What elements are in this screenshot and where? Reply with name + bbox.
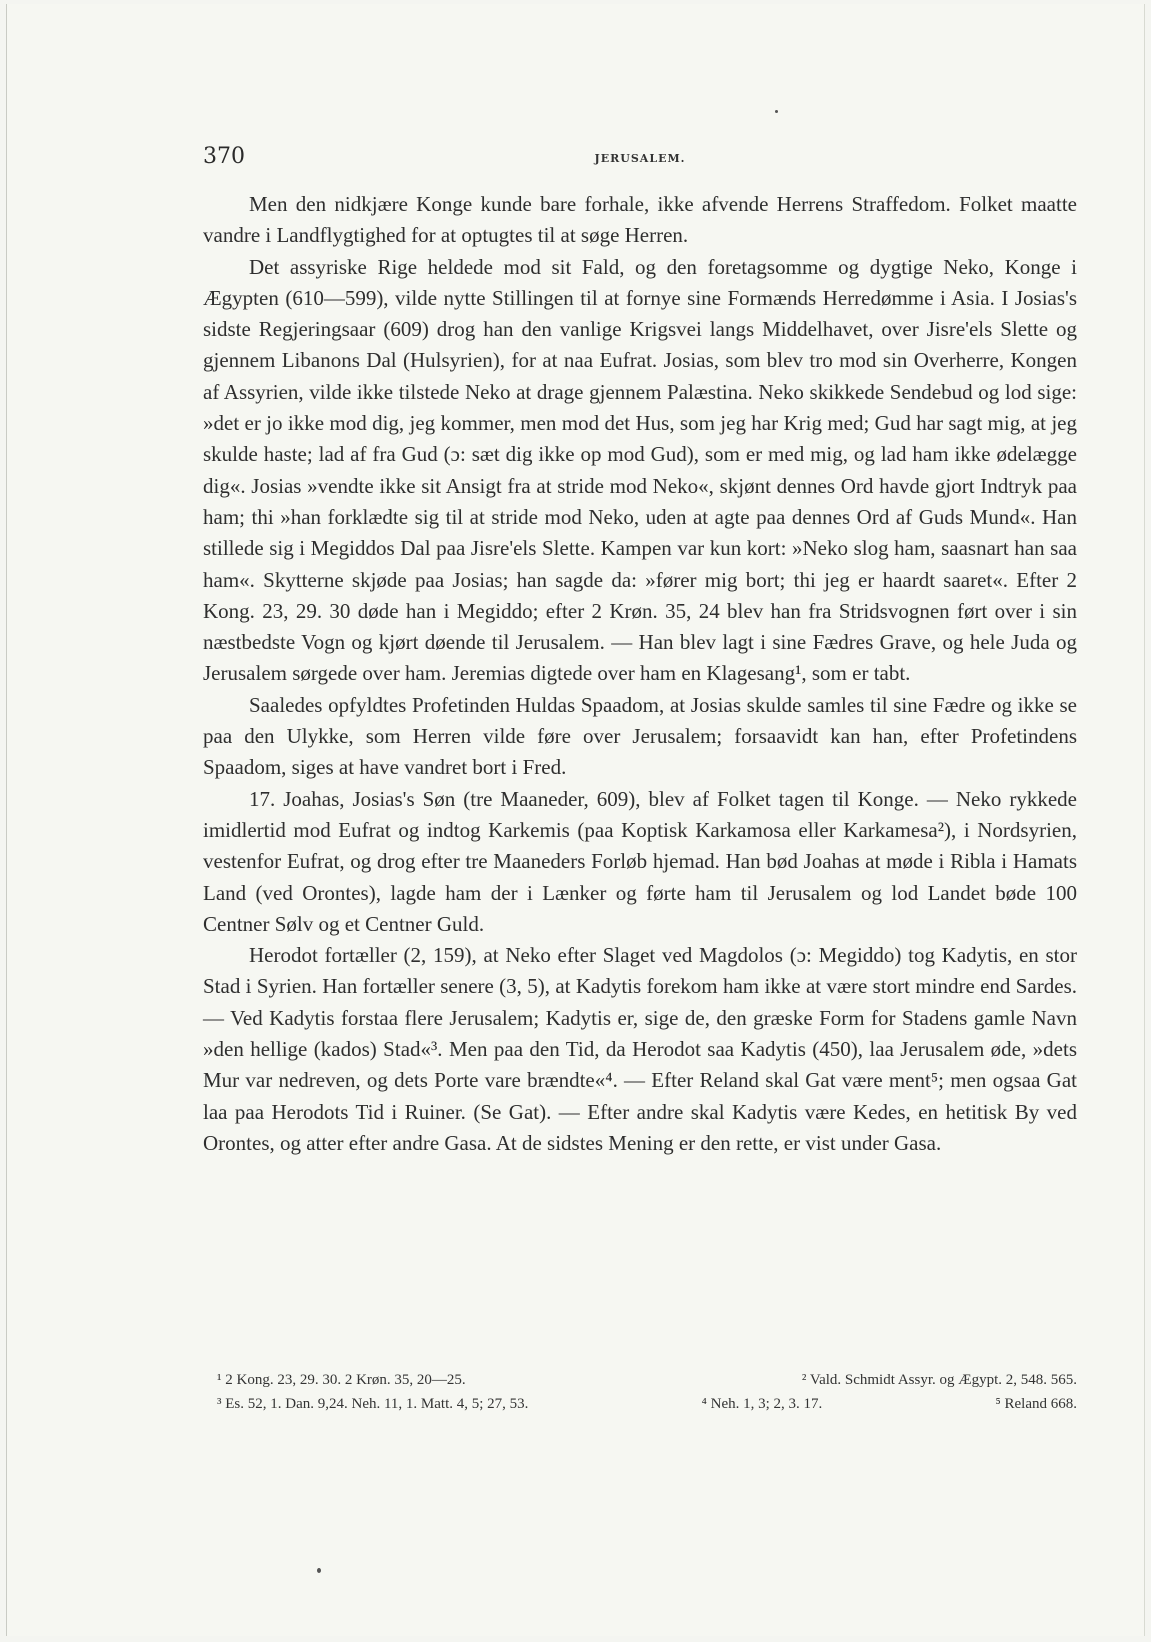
footnotes: [217, 1368, 1077, 1416]
running-head: JERUSALEM.: [594, 152, 686, 165]
footnote: ² Vald. Schmidt Assyr. og Ægypt. 2, 548. 565.: [801, 1372, 1077, 1388]
paragraph: Saaledes opfyldtes Profetinden Huldas Spaadom, at Josias skulde samles til sine Fædre og ikke se paa den Ulykke, som Herren vilde føre over Jerusalem; forsaavidt kan han, efter Profetindens Spaadom, siges at have vandret bort i Fred.: [203, 692, 1077, 780]
footnote: ⁵ Reland 668.: [995, 1396, 1077, 1412]
paragraph: Men den nidkjære Konge kunde bare forhale, ikke afvende Herrens Straffedom. Folket maatte vandre i Landflygtighed for at optugtes til at søge Herren.: [203, 192, 1077, 248]
page-header: [203, 144, 1077, 174]
body-text: [203, 189, 1077, 1159]
footnote: ¹ 2 Kong. 23, 29. 30. 2 Krøn. 35, 20—25.: [217, 1372, 466, 1388]
footnote: ⁴ Neh. 1, 3; 2, 3. 17.: [701, 1396, 823, 1412]
footnote: ³ Es. 52, 1. Dan. 9,24. Neh. 11, 1. Matt. 4, 5; 27, 53.: [217, 1396, 529, 1412]
footnote-row: [217, 1368, 1077, 1392]
footnote-row: [217, 1392, 1077, 1416]
paper-speck: [775, 110, 778, 113]
paragraph: Det assyriske Rige heldede mod sit Fald, og den foretagsomme og dygtige Neko, Konge i Ægypten (610—599), vilde nytte Stillingen til at fornye sine Formænds Herredømme i Asia. I Josias's sidste Regjeringsaar (609) drog han den vanlige Krigsvei langs Middelhavet, over Jisre'els Slette og gjennem Libanons Dal (Hulsyrien), for at naa Eufrat. Josias, som blev tro mod sin Overherre, Kongen af Assyrien, vilde ikke tilstede Neko at drage gjennem Palæstina. Neko skikkede Sendebud og lod sige: »det er jo ikke mod dig, jeg kommer, men mod det Hus, som jeg har Krig med; Gud har sagt mig, at jeg skulde haste; lad af fra Gud (ɔ: sæt dig ikke op mod Gud), som er med mig, og lad ham ikke ødelægge dig«. Josias »vendte ikke sit Ansigt fra at stride mod Neko«, skjønt dennes Ord havde gjort Indtryk paa ham; thi »han forklædte sig til at stride mod Neko, uden at agte paa dennes Ord af Guds Mund«. Han stillede sig i Megiddos Dal paa Jisre'els Slette. Kampen var kun kort: »Neko slog ham, saasnart han saa ham«. Skytterne skjøde paa Josias; han sagde da: »fører mig bort; thi jeg er haardt saaret«. Efter 2 Kong. 23, 29. 30 døde han i Megiddo; efter 2 Krøn. 35, 24 blev han fra Stridsvognen ført over i sin næstbedste Vogn og kjørt døende til Jerusalem. — Han blev lagt i sine Fædres Grave, og hele Juda og Jerusalem sørgede over ham. Jeremias digtede over ham en Klagesang¹, som er tabt.: [203, 254, 1077, 686]
paragraph: Herodot fortæller (2, 159), at Neko efter Slaget ved Magdolos (ɔ: Megiddo) tog Kadytis, en stor Stad i Syrien. Han fortæller senere (3, 5), at Kadytis forekom ham ikke at være stort mindre end Sardes. — Ved Kadytis forstaa flere Jerusalem; Kadytis er, sige de, den græske Form for Stadens gamle Navn »den hellige (kados) Stad«³. Men paa den Tid, da Herodot saa Kadytis (450), laa Jerusalem øde, »dets Mur var nedreven, og dets Porte vare brændte«⁴. — Efter Reland skal Gat være ment⁵; men ogsaa Gat laa paa Herodots Tid i Ruiner. (Se Gat). — Efter andre skal Kadytis være Kedes, en hetitisk By ved Orontes, og atter efter andre Gasa. At de sidstes Mening er den rette, er vist under Gasa.: [203, 943, 1077, 1155]
book-page: [6, 4, 1145, 1636]
paragraph: 17. Joahas, Josias's Søn (tre Maaneder, 609), blev af Folket tagen til Konge. — Neko rykkede imidlertid mod Eufrat og indtog Karkemis (paa Koptisk Karkamosa eller Karkamesa²), i Nordsyrien, vestenfor Eufrat, og drog efter tre Maaneders Forløb hjemad. Han bød Joahas at møde i Ribla i Hamats Land (ved Orontes), lagde ham der i Lænker og førte ham til Jerusalem og lod Landet bøde 100 Centner Sølv og et Centner Guld.: [203, 786, 1077, 936]
paper-speck: [317, 1568, 321, 1573]
page-number: 370: [203, 144, 245, 169]
